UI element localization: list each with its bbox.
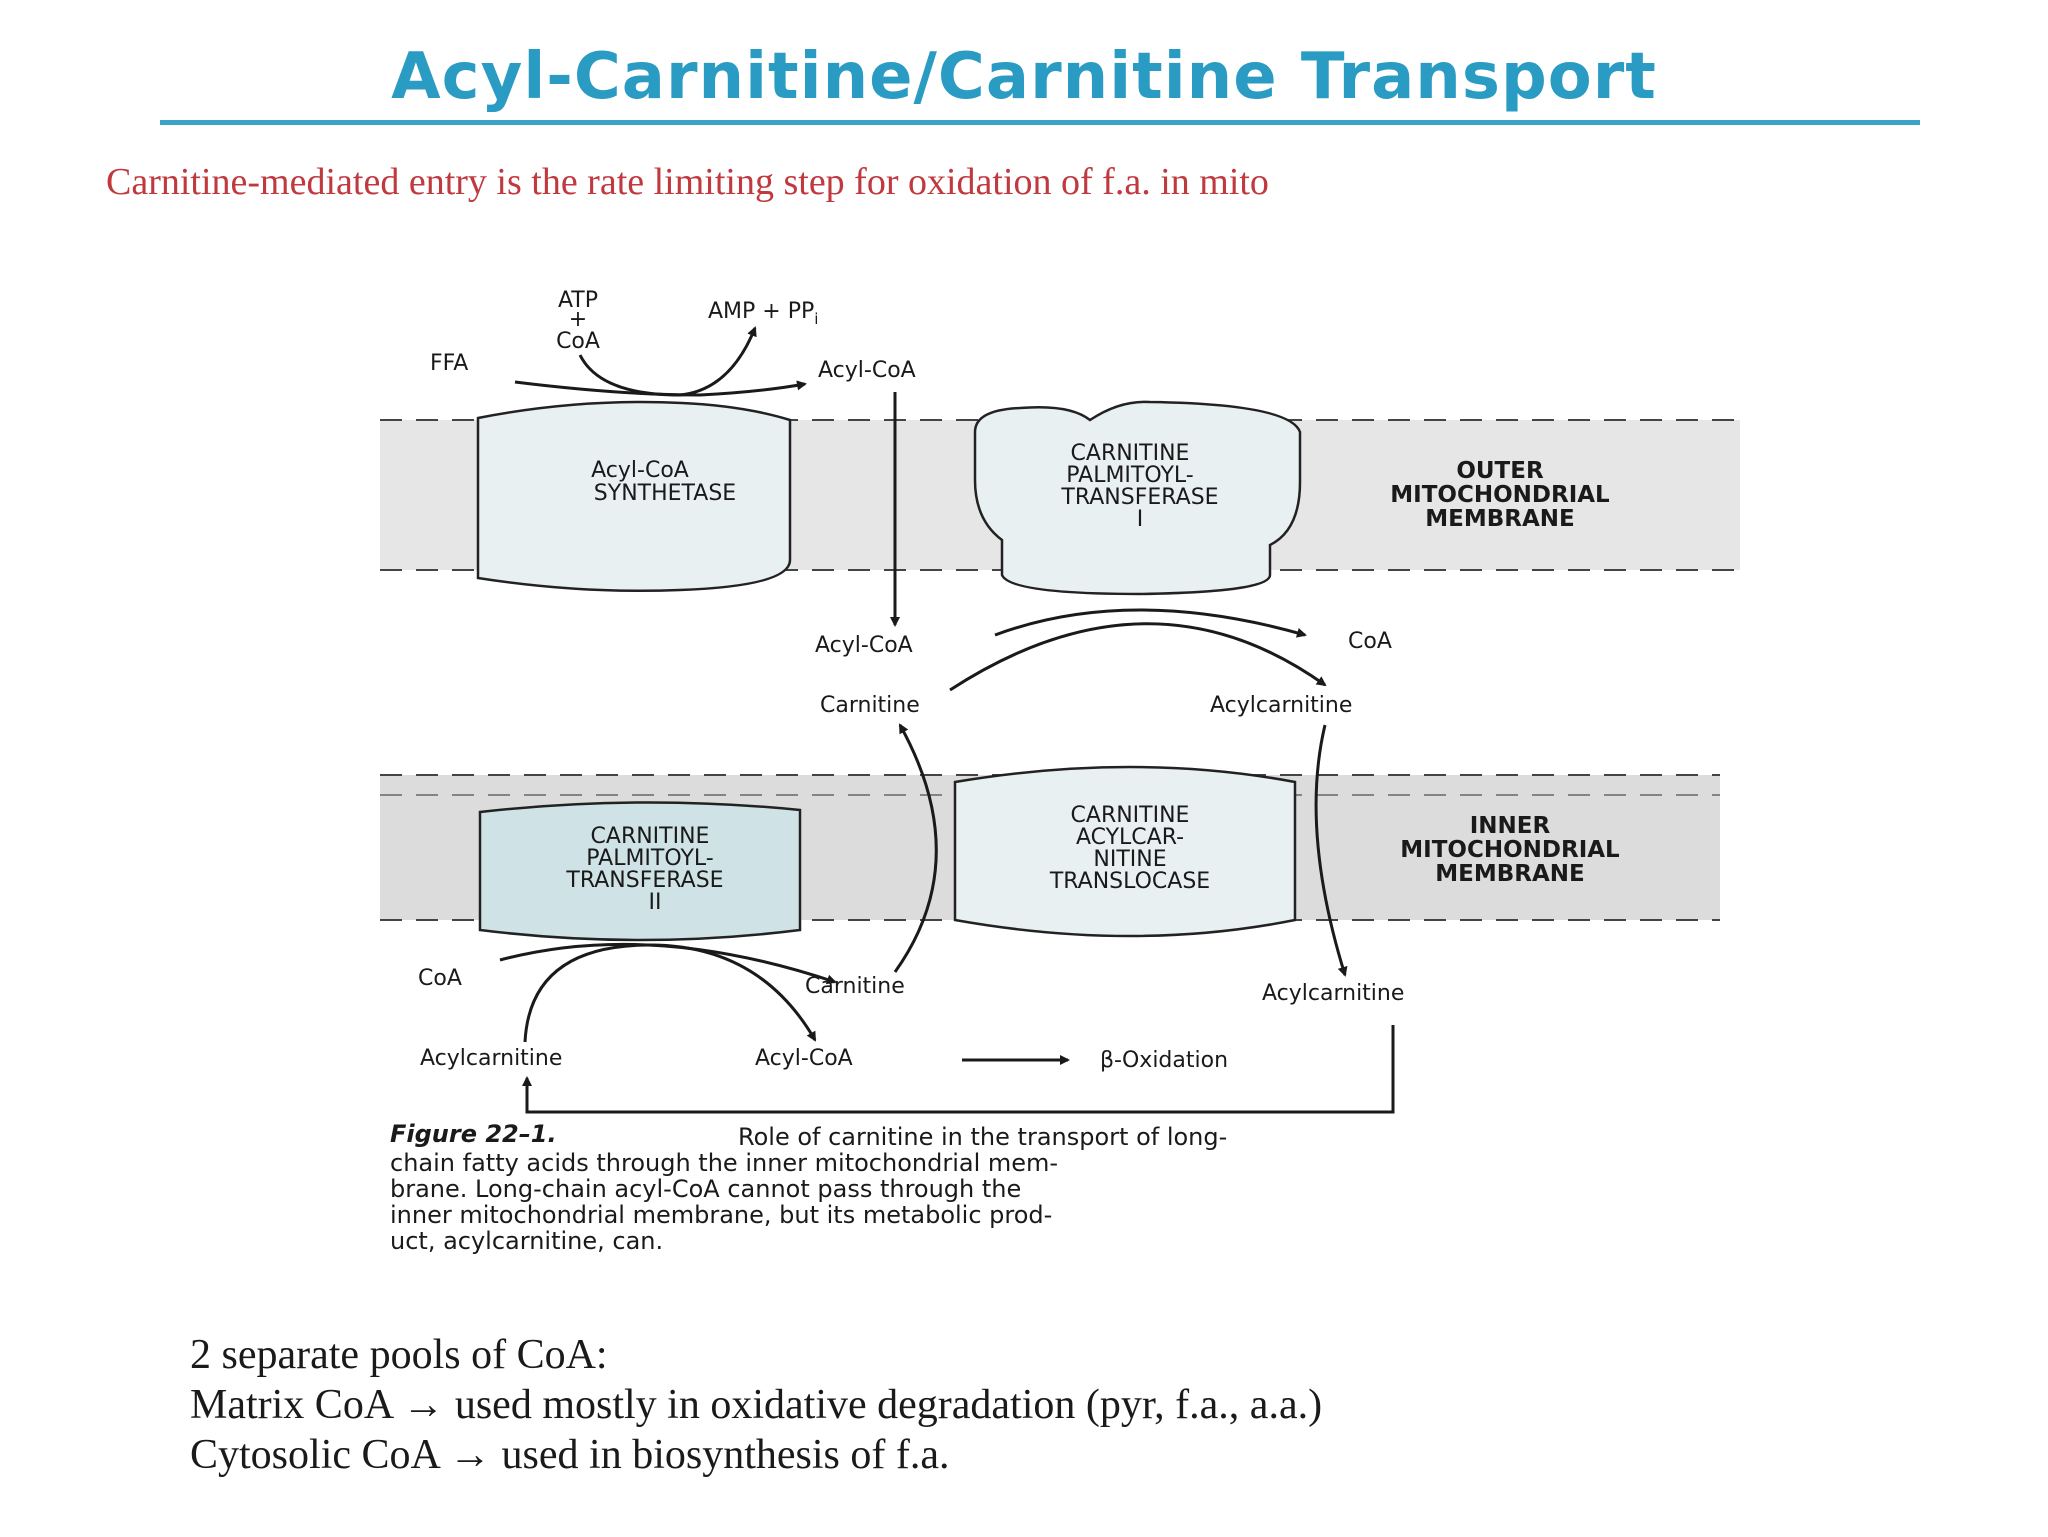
caption-line-1: Role of carnitine in the transport of long-	[738, 1123, 1228, 1151]
translocase-label-4: TRANSLOCASE	[1049, 869, 1211, 894]
acyl-coa-top-label: Acyl-CoA	[818, 358, 916, 383]
inner-membrane-label-2: MITOCHONDRIAL	[1400, 837, 1620, 863]
cpt1-label-3: TRANSFERASE	[1061, 485, 1219, 510]
ffa-label: FFA	[430, 351, 469, 376]
acylcarnitine-mid-label: Acylcarnitine	[1210, 693, 1353, 718]
coa-pools-notes	[190, 1330, 1322, 1480]
cpt2-label-2: PALMITOYL-	[586, 846, 714, 871]
carnitine-mid-label: Carnitine	[820, 693, 920, 718]
caption-line-3: brane. Long-chain acyl-CoA cannot pass through the	[390, 1175, 1022, 1203]
outer-membrane-label-1: OUTER	[1456, 458, 1544, 484]
outer-membrane-label-3: MEMBRANE	[1425, 506, 1575, 532]
outer-membrane-label-2: MITOCHONDRIAL	[1390, 482, 1610, 508]
cpt2-label-3: TRANSFERASE	[566, 868, 724, 893]
translocase-label-2: ACYLCAR-	[1075, 825, 1185, 850]
caption-line-4: inner mitochondrial membrane, but its metabolic prod-	[390, 1201, 1053, 1229]
atp-label: ATP	[557, 288, 599, 313]
synthetase-label-2: SYNTHETASE	[593, 481, 737, 506]
synthetase-label-1: Acyl-CoA	[591, 458, 689, 483]
plus-label: +	[568, 307, 588, 332]
translocase-label-1: CARNITINE	[1070, 803, 1190, 828]
coa-mid-label: CoA	[1348, 629, 1392, 654]
cpt1-label-1: CARNITINE	[1070, 441, 1190, 466]
notes-line-1: 2 separate pools of CoA:	[190, 1332, 608, 1378]
acyl-coa-bottom-label: Acyl-CoA	[755, 1046, 853, 1071]
caption-line-2: chain fatty acids through the inner mitochondrial mem-	[390, 1149, 1059, 1177]
ffa-to-acyl-coa-arrow	[515, 382, 805, 395]
acyl-coa-mid-label: Acyl-CoA	[815, 633, 913, 658]
cpt2-label-4: II	[648, 890, 662, 915]
acylcarnitine-right-label: Acylcarnitine	[1262, 981, 1405, 1006]
caption-line-5: uct, acylcarnitine, can.	[390, 1227, 664, 1255]
cpt2-label-1: CARNITINE	[590, 824, 710, 849]
cpt2-protein	[480, 802, 800, 940]
coa-bottom-label: CoA	[418, 966, 462, 991]
inner-membrane-label-1: INNER	[1469, 813, 1551, 839]
inner-membrane-label-3: MEMBRANE	[1435, 861, 1585, 887]
atp-to-amp-arrow	[580, 328, 755, 395]
coa-top-label: CoA	[556, 329, 600, 354]
acylcarnitine-return-arrow	[527, 1025, 1393, 1112]
notes-line-3: Cytosolic CoA → used in biosynthesis of f.a.	[190, 1432, 950, 1478]
caption-figure-label: Figure 22–1.	[390, 1120, 557, 1148]
cpt1-protein	[975, 402, 1300, 594]
figure-caption	[390, 1120, 1227, 1255]
page-title: Acyl-Carnitine/Carnitine Transport	[391, 40, 1657, 114]
beta-oxidation-label: β-Oxidation	[1100, 1048, 1229, 1073]
cpt1-label-4: I	[1136, 507, 1144, 532]
notes-line-2: Matrix CoA → used mostly in oxidative degradation (pyr, f.a., a.a.)	[190, 1382, 1323, 1428]
amp-ppi-label: AMP + $PP_i$	[708, 299, 819, 328]
cpt1-label-2: PALMITOYL-	[1066, 463, 1194, 488]
carnitine-bottom-label: Carnitine	[805, 974, 905, 999]
translocase-label-3: NITINE	[1093, 847, 1167, 872]
acylcarnitine-to-acyl-coa-arrow	[525, 945, 815, 1042]
acylcarnitine-bottom-label: Acylcarnitine	[420, 1046, 563, 1071]
subtitle: Carnitine-mediated entry is the rate limiting step for oxidation of f.a. in mito	[106, 161, 1269, 203]
acyl-coa-synthetase-protein	[478, 402, 790, 591]
translocase-protein	[955, 767, 1295, 936]
carnitine-to-acylcarnitine-arrow	[950, 624, 1325, 690]
